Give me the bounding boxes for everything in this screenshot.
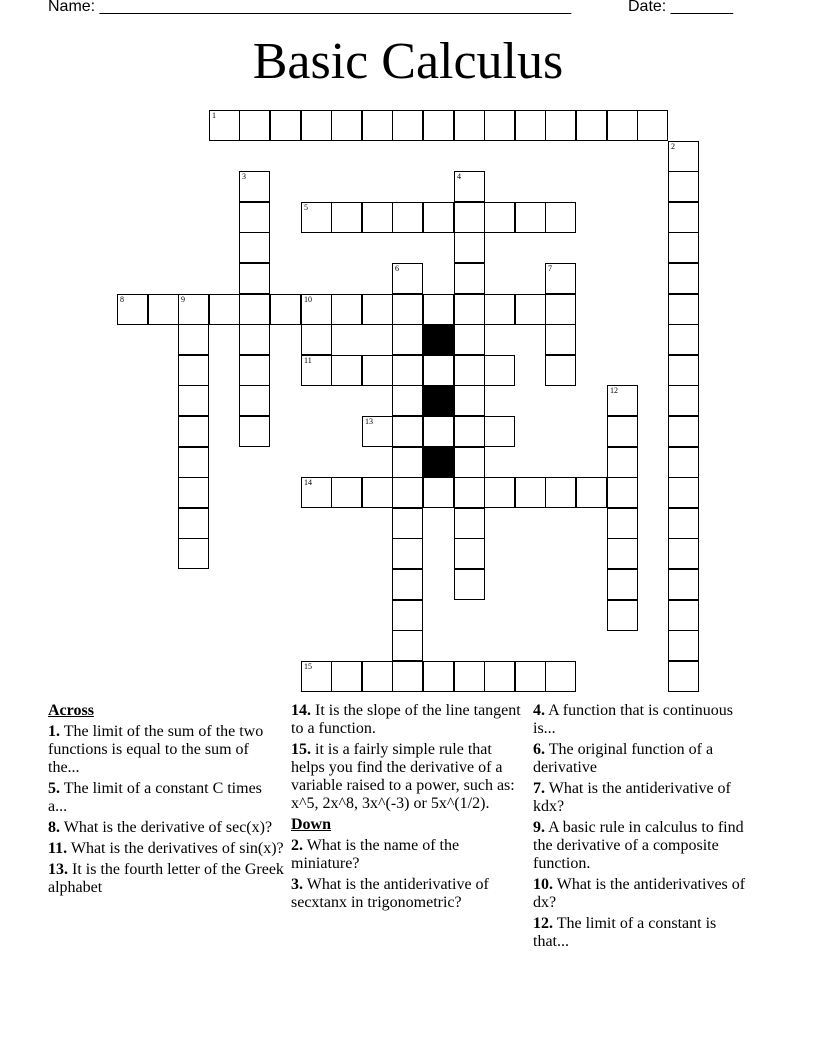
grid-cell[interactable] — [239, 171, 270, 202]
grid-cell[interactable] — [239, 232, 270, 263]
clue-down-4: 4. A function that is continuous is... — [533, 702, 733, 737]
cell-number: 2 — [671, 142, 675, 151]
grid-cell[interactable] — [454, 232, 485, 263]
cell-number: 15 — [304, 662, 312, 671]
grid-cell[interactable] — [454, 447, 485, 478]
grid-cell[interactable] — [301, 324, 332, 355]
grid-cell[interactable] — [515, 294, 546, 325]
grid-cell[interactable] — [178, 294, 209, 325]
clue-across-13: 13. It is the fourth letter of the Greek alphabet — [48, 861, 284, 896]
cell-number: 5 — [304, 203, 308, 212]
clue-down-2: 2. What is the name of the miniature? — [291, 837, 460, 872]
cell-number: 13 — [365, 417, 373, 426]
grid-cell[interactable] — [178, 385, 209, 416]
date-field[interactable]: Date: _______ — [628, 0, 733, 15]
grid-cell[interactable] — [668, 141, 699, 172]
grid-cell[interactable] — [301, 477, 332, 508]
grid-cell[interactable] — [454, 355, 485, 386]
grid-cell[interactable] — [454, 508, 485, 539]
grid-cell[interactable] — [148, 294, 179, 325]
cell-number: 14 — [304, 478, 312, 487]
clue-across-14: 14. It is the slope of the line tangent to a function. — [291, 702, 521, 737]
clue-across-15: 15. it is a fairly simple rule that helps you find the derivative of a variable raised to a power, such as: x^5, 2x^8, 3x^(-3) or 5x^(1/2). — [291, 741, 515, 812]
grid-cell[interactable] — [331, 661, 362, 692]
grid-cell[interactable] — [454, 477, 485, 508]
grid-cell[interactable] — [668, 294, 699, 325]
grid-cell[interactable] — [362, 110, 393, 141]
grid-cell[interactable] — [362, 202, 393, 233]
grid-cell[interactable] — [545, 202, 576, 233]
grid-cell[interactable] — [392, 416, 423, 447]
grid-cell[interactable] — [668, 569, 699, 600]
down-heading: Down — [291, 816, 332, 833]
clue-down-12: 12. The limit of a constant is that... — [533, 915, 717, 950]
clue-down-3: 3. What is the antiderivative of secxtanx in trigonometric? — [291, 876, 489, 911]
grid-cell[interactable] — [423, 477, 454, 508]
cell-number: 9 — [181, 295, 185, 304]
grid-cell[interactable] — [423, 416, 454, 447]
grid-cell[interactable] — [668, 447, 699, 478]
grid-cell[interactable] — [607, 385, 638, 416]
across-heading: Across — [48, 702, 94, 719]
grid-cell[interactable] — [392, 569, 423, 600]
grid-cell[interactable] — [392, 538, 423, 569]
grid-cell[interactable] — [178, 508, 209, 539]
grid-cell[interactable] — [392, 630, 423, 661]
grid-cell[interactable] — [392, 600, 423, 631]
grid-cell[interactable] — [607, 600, 638, 631]
grid-cell[interactable] — [668, 202, 699, 233]
grid-cell[interactable] — [392, 294, 423, 325]
grid-cell[interactable] — [668, 630, 699, 661]
clue-down-7: 7. What is the antiderivative of kdx? — [533, 780, 731, 815]
clues-column-2 — [291, 702, 523, 915]
grid-cell[interactable] — [178, 355, 209, 386]
grid-cell[interactable] — [484, 661, 515, 692]
grid-block — [423, 447, 454, 478]
grid-cell[interactable] — [392, 263, 423, 294]
cell-number: 7 — [548, 264, 552, 273]
grid-cell[interactable] — [454, 171, 485, 202]
grid-cell[interactable] — [301, 110, 332, 141]
grid-cell[interactable] — [484, 294, 515, 325]
grid-cell[interactable] — [668, 355, 699, 386]
grid-cell[interactable] — [668, 171, 699, 202]
clue-across-5: 5. The limit of a constant C times a... — [48, 780, 262, 815]
clues-column-1 — [48, 702, 284, 900]
cell-number: 6 — [395, 264, 399, 273]
grid-block — [423, 324, 454, 355]
cell-number: 8 — [120, 295, 124, 304]
grid-cell[interactable] — [668, 416, 699, 447]
grid-cell[interactable] — [515, 202, 546, 233]
grid-cell[interactable] — [239, 202, 270, 233]
grid-cell[interactable] — [454, 416, 485, 447]
grid-cell[interactable] — [117, 294, 148, 325]
clue-down-6: 6. The original function of a derivative — [533, 741, 714, 776]
grid-cell[interactable] — [484, 202, 515, 233]
grid-cell[interactable] — [545, 294, 576, 325]
grid-cell[interactable] — [484, 110, 515, 141]
grid-cell[interactable] — [515, 477, 546, 508]
grid-cell[interactable] — [545, 110, 576, 141]
grid-cell[interactable] — [239, 263, 270, 294]
grid-cell[interactable] — [239, 355, 270, 386]
grid-cell[interactable] — [607, 416, 638, 447]
grid-cell[interactable] — [270, 110, 301, 141]
grid-cell[interactable] — [331, 355, 362, 386]
grid-cell[interactable] — [392, 355, 423, 386]
grid-cell[interactable] — [423, 202, 454, 233]
cell-number: 1 — [212, 111, 216, 120]
grid-cell[interactable] — [454, 538, 485, 569]
grid-cell[interactable] — [423, 355, 454, 386]
grid-cell[interactable] — [239, 110, 270, 141]
grid-cell[interactable] — [423, 294, 454, 325]
grid-cell[interactable] — [668, 477, 699, 508]
clue-across-8: 8. What is the derivative of sec(x)? — [48, 819, 273, 836]
grid-cell[interactable] — [178, 447, 209, 478]
grid-cell[interactable] — [454, 202, 485, 233]
grid-cell[interactable] — [423, 661, 454, 692]
grid-cell[interactable] — [392, 324, 423, 355]
grid-cell[interactable] — [239, 324, 270, 355]
grid-cell[interactable] — [301, 202, 332, 233]
cell-number: 4 — [457, 172, 461, 181]
grid-cell[interactable] — [607, 538, 638, 569]
grid-cell[interactable] — [545, 355, 576, 386]
grid-cell[interactable] — [331, 110, 362, 141]
puzzle-title: Basic Calculus — [252, 33, 564, 90]
grid-cell[interactable] — [209, 110, 240, 141]
grid-cell[interactable] — [301, 661, 332, 692]
grid-cell[interactable] — [454, 294, 485, 325]
grid-cell[interactable] — [178, 416, 209, 447]
grid-block — [423, 385, 454, 416]
grid-cell[interactable] — [331, 477, 362, 508]
grid-cell[interactable] — [607, 447, 638, 478]
clue-across-11: 11. What is the derivatives of sin(x)? — [48, 840, 284, 857]
cell-number: 11 — [304, 356, 312, 365]
grid-cell[interactable] — [545, 324, 576, 355]
cell-number: 10 — [304, 295, 312, 304]
grid-cell[interactable] — [607, 110, 638, 141]
grid-cell[interactable] — [392, 508, 423, 539]
grid-cell[interactable] — [423, 110, 454, 141]
grid-cell[interactable] — [392, 385, 423, 416]
grid-cell[interactable] — [545, 263, 576, 294]
grid-cell[interactable] — [545, 661, 576, 692]
clues-column-3 — [533, 702, 747, 954]
grid-cell[interactable] — [239, 294, 270, 325]
grid-cell[interactable] — [607, 477, 638, 508]
grid-cell[interactable] — [668, 324, 699, 355]
grid-cell[interactable] — [484, 416, 515, 447]
grid-cell[interactable] — [362, 355, 393, 386]
grid-cell[interactable] — [576, 110, 607, 141]
grid-cell[interactable] — [607, 508, 638, 539]
grid-cell[interactable] — [454, 324, 485, 355]
grid-cell[interactable] — [668, 661, 699, 692]
grid-cell[interactable] — [392, 477, 423, 508]
grid-cell[interactable] — [515, 110, 546, 141]
grid-cell[interactable] — [331, 294, 362, 325]
grid-cell[interactable] — [668, 385, 699, 416]
grid-cell[interactable] — [576, 477, 607, 508]
grid-cell[interactable] — [331, 202, 362, 233]
grid-cell[interactable] — [270, 294, 301, 325]
grid-cell[interactable] — [454, 263, 485, 294]
grid-cell[interactable] — [668, 263, 699, 294]
name-field[interactable]: Name: _____________________________________________________ — [48, 0, 572, 15]
grid-cell[interactable] — [178, 477, 209, 508]
grid-cell[interactable] — [668, 508, 699, 539]
clue-down-9: 9. A basic rule in calculus to find the derivative of a composite function. — [533, 819, 744, 872]
grid-cell[interactable] — [239, 385, 270, 416]
cell-number: 12 — [610, 386, 618, 395]
grid-cell[interactable] — [637, 110, 668, 141]
grid-cell[interactable] — [178, 324, 209, 355]
grid-cell[interactable] — [392, 202, 423, 233]
grid-cell[interactable] — [362, 294, 393, 325]
grid-cell[interactable] — [545, 477, 576, 508]
clue-down-10: 10. What is the antiderivatives of dx? — [533, 876, 746, 911]
grid-cell[interactable] — [392, 110, 423, 141]
grid-cell[interactable] — [392, 447, 423, 478]
grid-cell[interactable] — [454, 385, 485, 416]
grid-cell[interactable] — [454, 569, 485, 600]
grid-cell[interactable] — [362, 416, 393, 447]
grid-cell[interactable] — [484, 477, 515, 508]
grid-cell[interactable] — [209, 294, 240, 325]
grid-cell[interactable] — [362, 477, 393, 508]
grid-cell[interactable] — [454, 110, 485, 141]
grid-cell[interactable] — [362, 661, 393, 692]
grid-cell[interactable] — [668, 538, 699, 569]
grid-cell[interactable] — [454, 661, 485, 692]
grid-cell[interactable] — [178, 538, 209, 569]
grid-cell[interactable] — [668, 232, 699, 263]
grid-cell[interactable] — [484, 355, 515, 386]
grid-cell[interactable] — [301, 355, 332, 386]
grid-cell[interactable] — [515, 661, 546, 692]
cell-number: 3 — [242, 172, 246, 181]
grid-cell[interactable] — [392, 661, 423, 692]
clue-across-1: 1. The limit of the sum of the two functions is equal to the sum of the... — [48, 723, 264, 776]
grid-cell[interactable] — [607, 569, 638, 600]
grid-cell[interactable] — [301, 294, 332, 325]
grid-cell[interactable] — [668, 600, 699, 631]
grid-cell[interactable] — [239, 416, 270, 447]
